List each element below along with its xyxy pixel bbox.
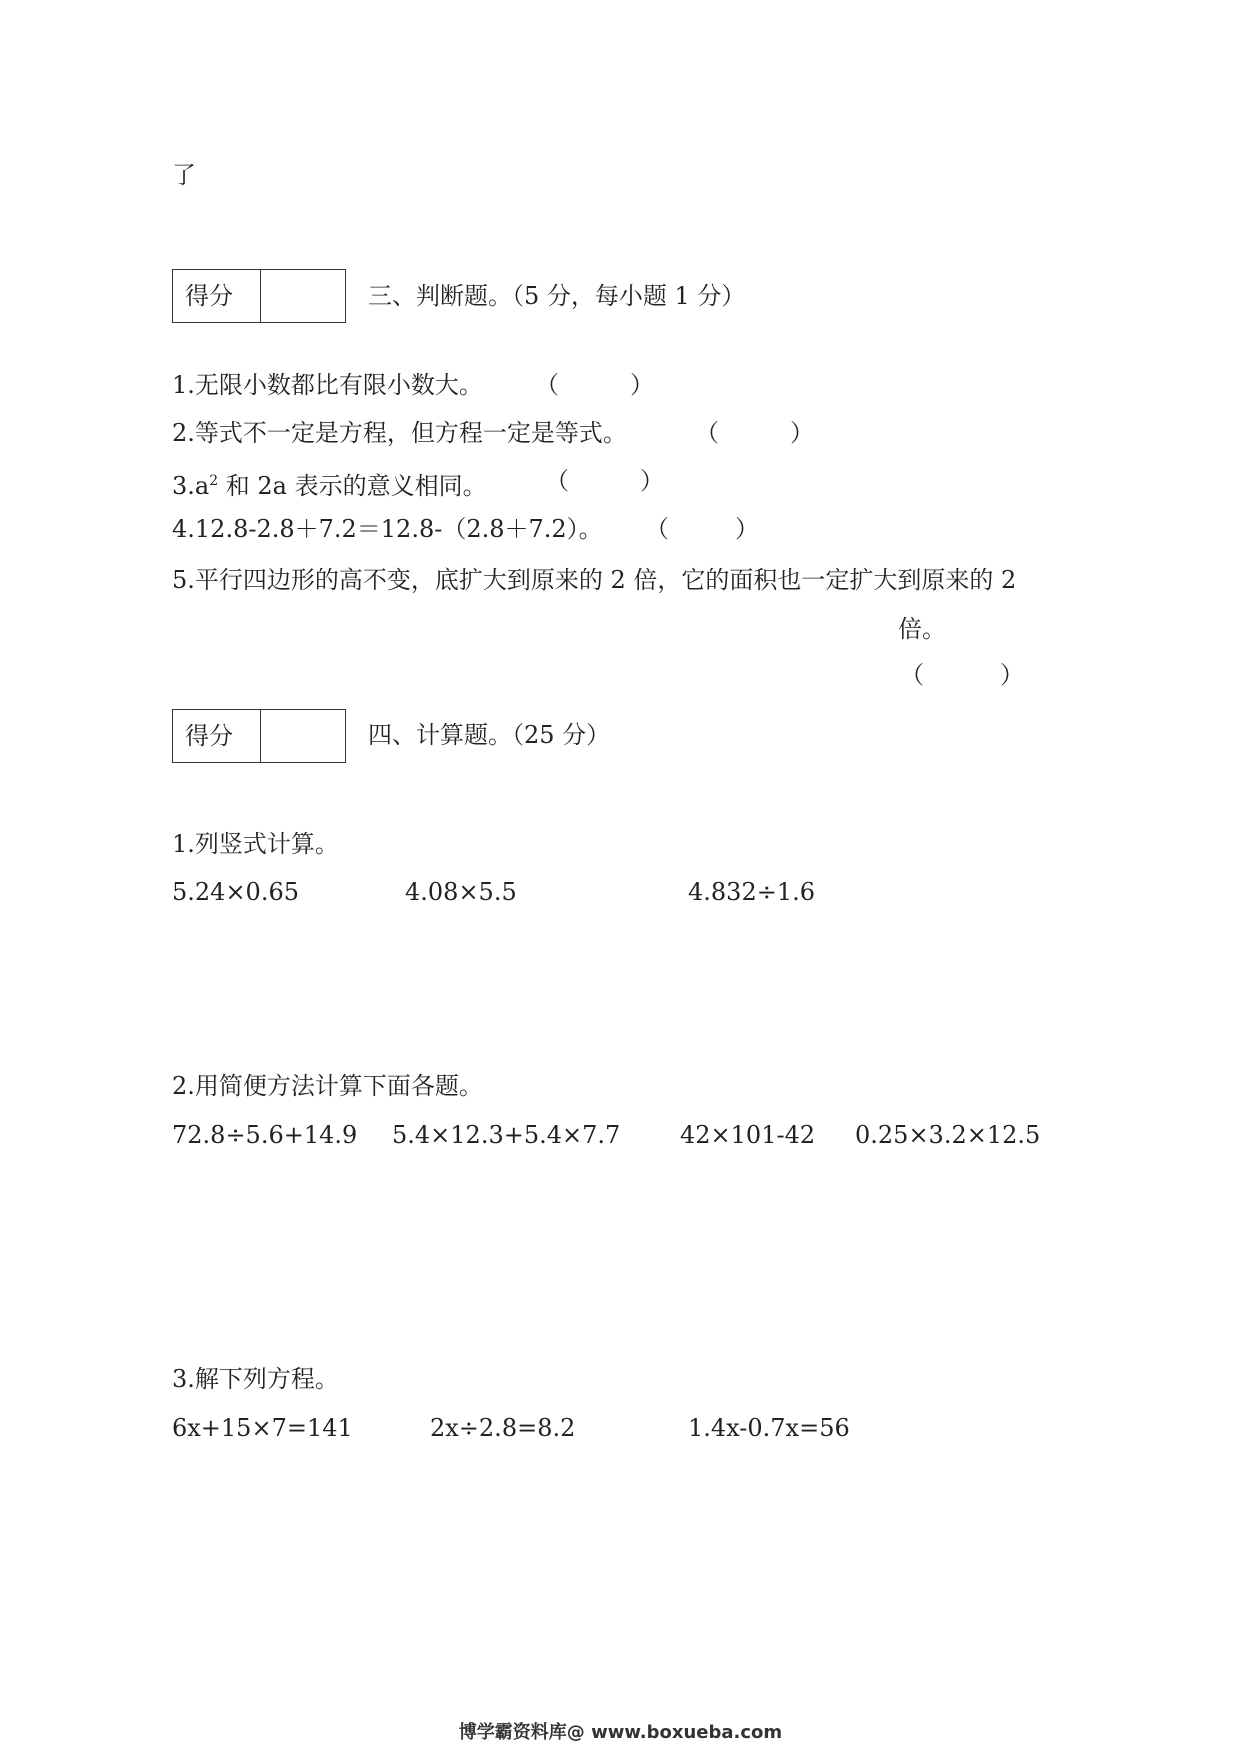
score-blank[interactable] [261, 270, 345, 322]
score-label: 得分 [173, 270, 261, 322]
judge-question-3 [172, 466, 487, 501]
judge-question-3-pre: 3.a [172, 472, 210, 500]
simplify-item-1: 72.8÷5.6+14.9 [172, 1121, 358, 1149]
section3-title: 三、判断题。（5 分，每小题 1 分） [368, 282, 746, 310]
simplify-item-3: 42×101-42 [680, 1121, 816, 1149]
part3-title: 3.解下列方程。 [172, 1365, 339, 1393]
answer-paren-open-1: （ [535, 371, 559, 399]
section4-title: 四、计算题。（25 分） [368, 721, 611, 749]
answer-paren-close-3: ） [640, 467, 664, 495]
part2-title: 2.用简便方法计算下面各题。 [172, 1072, 483, 1100]
score-box-section4 [172, 709, 346, 763]
simplify-item-4: 0.25×3.2×12.5 [855, 1121, 1041, 1149]
equation-item-3: 1.4x-0.7x=56 [688, 1414, 850, 1442]
equation-item-1: 6x+15×7=141 [172, 1414, 353, 1442]
judge-question-3-post: 和 2a 表示的意义相同。 [218, 472, 487, 500]
answer-paren-open-5: （ [900, 661, 924, 689]
answer-slot-2[interactable] [720, 414, 788, 448]
answer-paren-close-4: ） [735, 515, 759, 543]
judge-question-3-sup: 2 [209, 473, 219, 489]
answer-paren-open-4: （ [645, 515, 669, 543]
judge-question-2: 2.等式不一定是方程，但方程一定是等式。 [172, 419, 627, 447]
answer-paren-close-5: ） [1000, 661, 1024, 689]
answer-slot-3[interactable] [570, 462, 638, 496]
vertical-calc-item-2: 4.08×5.5 [405, 878, 517, 906]
judge-question-1: 1.无限小数都比有限小数大。 [172, 371, 483, 399]
answer-paren-close-1: ） [630, 371, 654, 399]
vertical-calc-item-1: 5.24×0.65 [172, 878, 299, 906]
footer-watermark: 博学霸资料库@ www.boxueba.com [458, 1722, 783, 1743]
answer-paren-close-2: ） [790, 419, 814, 447]
part1-title: 1.列竖式计算。 [172, 830, 339, 858]
answer-slot-4[interactable] [668, 510, 734, 544]
judge-question-5: 5.平行四边形的高不变，底扩大到原来的 2 倍，它的面积也一定扩大到原来的 2 [172, 566, 1017, 594]
answer-slot-5[interactable] [925, 656, 999, 690]
answer-paren-open-3: （ [545, 467, 569, 495]
judge-question-5-continuation: 倍。 [898, 615, 946, 643]
answer-slot-1[interactable] [560, 366, 628, 400]
score-label: 得分 [173, 710, 261, 762]
continued-text-fragment: 了 [172, 161, 196, 189]
score-blank[interactable] [261, 710, 345, 762]
score-box-section3 [172, 269, 346, 323]
equation-item-2: 2x÷2.8=8.2 [430, 1414, 576, 1442]
simplify-item-2: 5.4×12.3+5.4×7.7 [392, 1121, 621, 1149]
judge-question-4: 4.12.8-2.8＋7.2＝12.8-（2.8＋7.2）。 [172, 515, 603, 543]
vertical-calc-item-3: 4.832÷1.6 [688, 878, 815, 906]
answer-paren-open-2: （ [695, 419, 719, 447]
